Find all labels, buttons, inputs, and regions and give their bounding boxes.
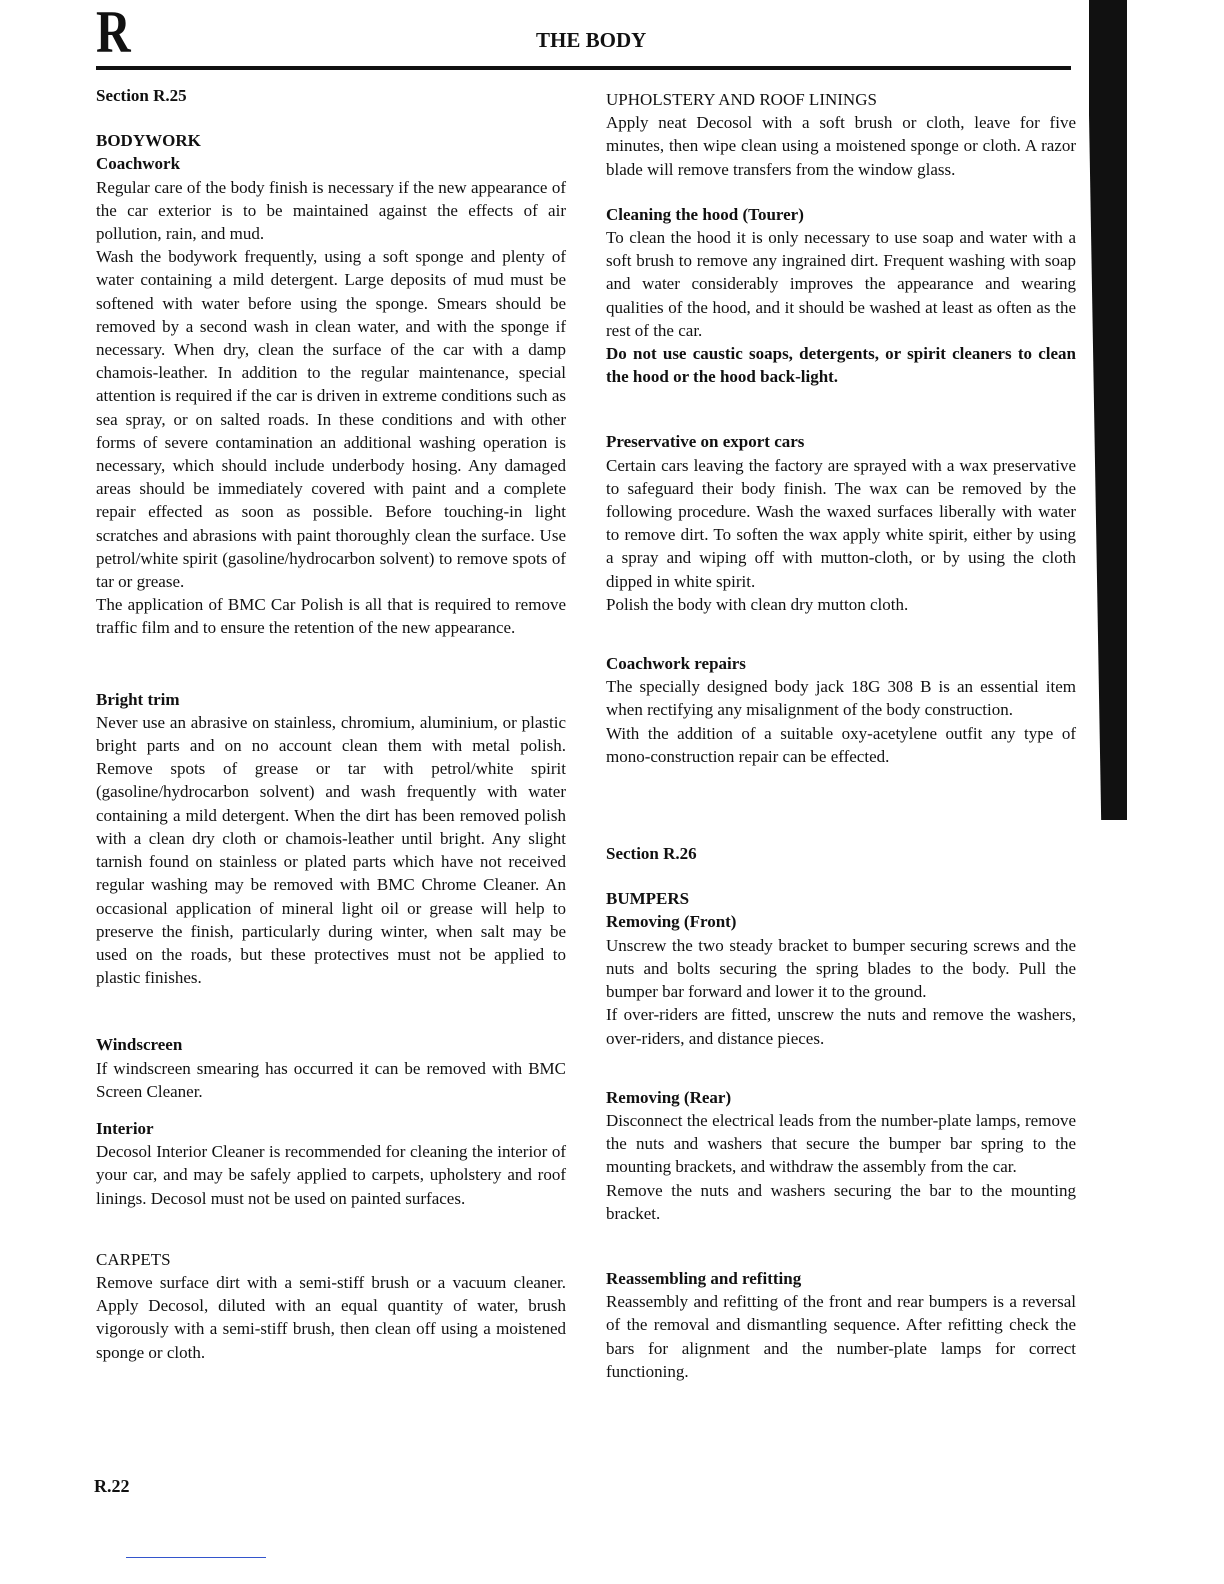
preservative-paragraph-1: Certain cars leaving the factory are sprayed with a wax preservative to safeguard their body finish. The wax can be removed by the following procedure. Wash the waxed surfaces liberally with water to remove dirt. To soften the wax apply white spirit, either by using a spray and wiping off with mutton-cloth, or by using the cloth dipped in white spirit. [606, 455, 1076, 591]
heading-coachwork-repairs: Coachwork repairs [606, 654, 746, 674]
header-divider [96, 66, 1071, 70]
repairs-paragraph-1: The specially designed body jack 18G 308 B is an essential item when rectifying any misalignment of the body construction. [606, 677, 1076, 720]
removing-front-paragraph-1: Unscrew the two steady bracket to bumper securing screws and the nuts and bolts securing the spring blades to the body. Pull the bumper bar forward and lower it to the ground. [606, 935, 1076, 1002]
removing-front-paragraph-2: If over-riders are fitted, unscrew the nuts and remove the washers, over-riders, and distance pieces. [606, 1005, 1076, 1048]
section-title-bodywork: BODYWORK [96, 131, 201, 151]
heading-windscreen: Windscreen [96, 1035, 183, 1055]
left-column [96, 84, 566, 1364]
page-edge-shadow [1089, 0, 1127, 820]
section-label-r25: Section R.25 [96, 86, 187, 105]
chapter-letter: R [96, 0, 131, 65]
heading-removing-front: Removing (Front) [606, 912, 737, 932]
heading-bright-trim: Bright trim [96, 689, 180, 709]
heading-preservative: Preservative on export cars [606, 432, 805, 452]
section-title-bumpers: BUMPERS [606, 889, 690, 909]
removing-rear-paragraph-2: Remove the nuts and washers securing the bar to the mounting bracket. [606, 1180, 1076, 1223]
coachwork-paragraph-3: The application of BMC Car Polish is all that is required to remove traffic film and to ensure the retention of the new appearance. [96, 595, 566, 638]
scan-artifact-line [126, 1557, 266, 1558]
removing-rear-paragraph-1: Disconnect the electrical leads from the number-plate lamps, remove the nuts and washers that secure the bumper bar spring to the mounting brackets, and withdraw the assembly from the car. [606, 1110, 1076, 1177]
windscreen-paragraph: If windscreen smearing has occurred it can be removed with BMC Screen Cleaner. [96, 1058, 566, 1101]
heading-carpets: CARPETS [96, 1249, 171, 1269]
heading-upholstery: UPHOLSTERY AND ROOF LININGS [606, 90, 877, 109]
repairs-paragraph-2: With the addition of a suitable oxy-acetylene outfit any type of mono-construction repair can be effected. [606, 723, 1076, 766]
page-title: THE BODY [536, 28, 647, 52]
page-number: R.22 [94, 1476, 130, 1496]
carpets-paragraph: Remove surface dirt with a semi-stiff brush or a vacuum cleaner. Apply Decosol, diluted with an equal quantity of water, brush vigorously with a semi-stiff brush, then clean off using a moistened sponge or cloth. [96, 1272, 566, 1362]
reassembling-paragraph: Reassembly and refitting of the front and rear bumpers is a reversal of the removal and dismantling sequence. After refitting check the bars for alignment and the number-plate lamps for correct functioning. [606, 1292, 1076, 1381]
hood-paragraph: To clean the hood it is only necessary to use soap and water with a soft brush to remove any ingrained dirt. Frequent washing with soap and water considerably improves the appearance and wearing qualities of the hood, and it should be washed at least as often as the rest of the car. [606, 228, 1076, 340]
interior-paragraph: Decosol Interior Cleaner is recommended for cleaning the interior of your car, and may be safely applied to carpets, upholstery and roof linings. Decosol must not be used on painted surfaces. [96, 1142, 566, 1208]
preservative-paragraph-2: Polish the body with clean dry mutton cloth. [606, 594, 909, 614]
heading-interior: Interior [96, 1118, 154, 1138]
coachwork-paragraph-1: Regular care of the body finish is necessary if the new appearance of the car exterior is to be maintained against the effects of air pollution, rain, and mud. [96, 177, 566, 244]
heading-removing-rear: Removing (Rear) [606, 1087, 732, 1107]
right-column [606, 88, 1076, 1383]
section-label-r26: Section R.26 [606, 844, 697, 864]
heading-cleaning-hood: Cleaning the hood (Tourer) [606, 204, 804, 224]
upholstery-paragraph: Apply neat Decosol with a soft brush or cloth, leave for five minutes, then wipe clean using a moistened sponge or cloth. A razor blade will remove transfers from the window glass. [606, 113, 1076, 179]
coachwork-paragraph-2: Wash the bodywork frequently, using a soft sponge and plenty of water containing a mild detergent. Large deposits of mud must be softened with water before using the sponge. Smears should be removed by a second wash in clean water, and with the sponge if necessary. When dry, clean the surface of the car with a damp chamois-leather. In addition to the regular maintenance, special attention is required if the car is driven in extreme conditions such as sea spray, or on salted roads. In these conditions and with other forms of severe contamination an additional washing operation is necessary, which should include underbody hosing. Any damaged areas should be immediately covered with paint and a complete repair effected as soon as possible. Before touching-in light scratches and abrasions with paint thoroughly clean the surface. Use petrol/white spirit (gasoline/hydrocarbon solvent) to remove spots of tar or grease. [96, 247, 566, 592]
bright-trim-paragraph: Never use an abrasive on stainless, chromium, aluminium, or plastic bright parts and on no account clean them with metal polish. Remove spots of grease or tar with petrol/white spirit (gasoline/hydrocarbon solvent) and wash frequently with water containing a mild detergent. When the dirt has been removed polish with a clean dry cloth or chamois-leather until bright. Any slight tarnish found on stainless or plated parts which have not received regular washing may be removed with BMC Chrome Cleaner. An occasional application of mineral light oil or grease will help to preserve the finish, particularly during winter, when salt may be used on the roads, but these protectives must not be applied to plastic finishes. [96, 712, 566, 988]
heading-reassembling: Reassembling and refitting [606, 1268, 802, 1288]
heading-coachwork: Coachwork [96, 154, 181, 174]
hood-warning: Do not use caustic soaps, detergents, or spirit cleaners to clean the hood or the hood back-light. [606, 344, 1076, 387]
